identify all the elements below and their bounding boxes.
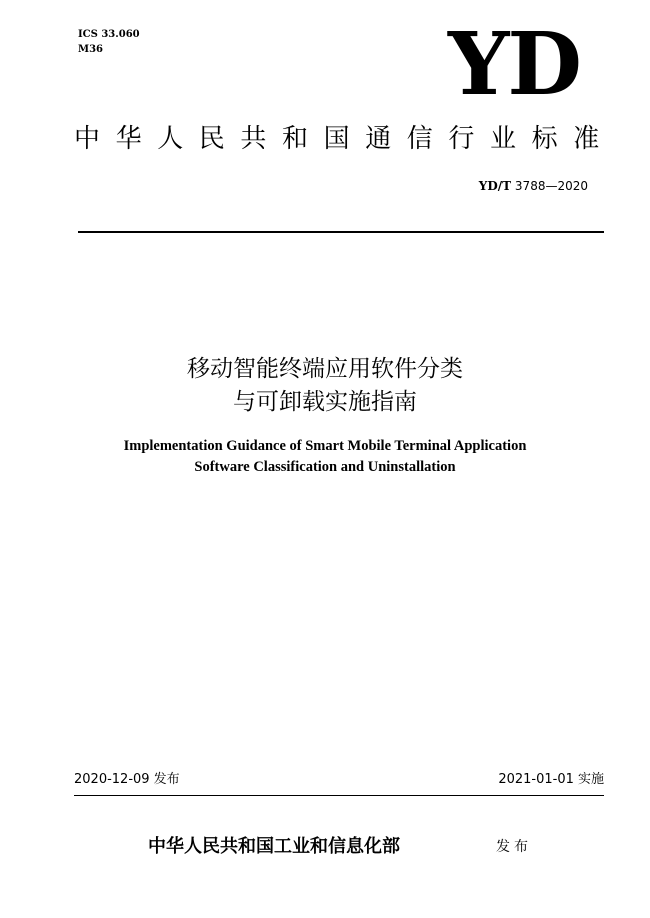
standard-number: [479, 180, 588, 192]
classification-code: M36: [78, 43, 103, 55]
chinese-title-line2: 与可卸载实施指南: [233, 389, 417, 415]
issuing-authority: 中华人民共和国工业和信息化部: [148, 836, 400, 857]
standard-code: 3788—2020: [514, 179, 588, 193]
ics-block: [78, 28, 140, 57]
english-title-line2: Software Classification and Uninstallation: [194, 459, 456, 475]
standard-category: 中华人民共和国通信行业标准: [74, 124, 615, 154]
english-title-line1: Implementation Guidance of Smart Mobile Terminal Application: [123, 438, 527, 454]
bottom-divider: [74, 795, 604, 796]
english-title: [0, 436, 650, 478]
standard-prefix: YD/T: [478, 179, 512, 193]
top-divider: [78, 231, 604, 233]
effective-date: 2021-01-01 实施: [498, 772, 604, 787]
issuer-action: 发布: [496, 839, 532, 855]
publish-date: 2020-12-09 发布: [74, 772, 180, 787]
yd-logo: YD: [448, 14, 580, 115]
chinese-title: [0, 353, 650, 419]
chinese-title-line1: 移动智能终端应用软件分类: [187, 356, 463, 382]
ics-code: ICS 33.060: [78, 29, 140, 40]
